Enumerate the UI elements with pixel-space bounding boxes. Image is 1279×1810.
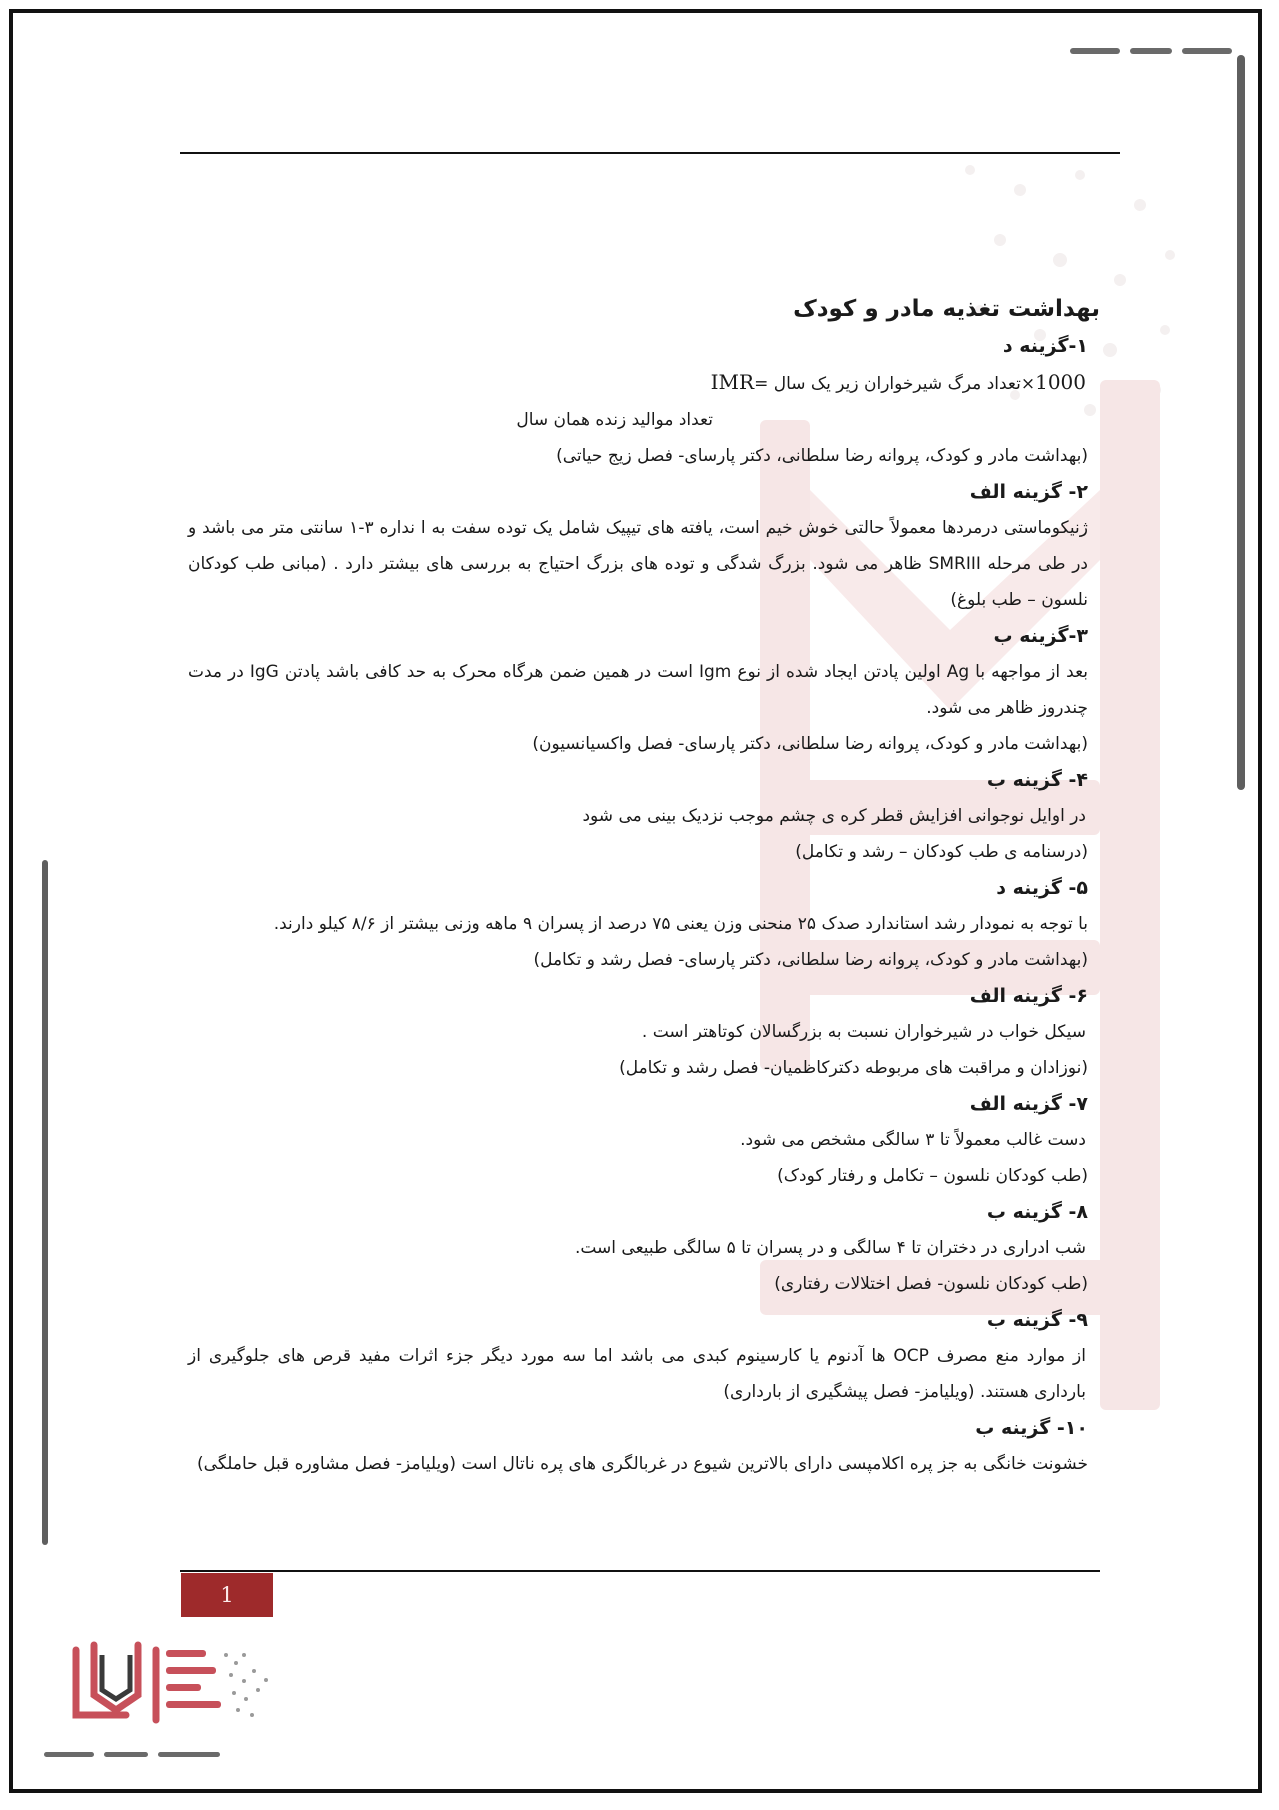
answer-text-3: بعد از مواجهه با Ag اولین پادتن ایجاد شده از نوع Igm است در همین ضمن هرگاه محرک به حد کافی باشد پادتن IgG در مدت چندروز ظاهر می شود. <box>188 662 1088 718</box>
answer-heading-4: ۴- گزینه ب <box>986 769 1088 791</box>
page-title: بهداشت تغذیه مادر و کودک <box>793 296 1100 322</box>
document-body <box>188 290 1100 1482</box>
answer-heading-8: ۸- گزینه ب <box>986 1201 1088 1223</box>
formula-denominator: تعداد موالید زنده همان سال <box>516 410 713 430</box>
answer-text-9: از موارد منع مصرف OCP ها آدنوم یا کارسینوم کبدی می باشد اما سه مورد دیگر جزء اثرات مفید قرص های جلوگیری از بارداری هستند. (ویلیامز- فصل پیشگیری از بارداری) <box>188 1346 1086 1402</box>
formula-numerator: 1000×تعداد مرگ شیرخواران زیر یک سال =IMR <box>710 370 1086 394</box>
answer-reference-5: (بهداشت مادر و کودک، پروانه رضا سلطانی، دکتر پارسای- فصل رشد و تکامل) <box>533 950 1088 970</box>
answer-heading-2: ۲- گزینه الف <box>969 481 1088 503</box>
answer-heading-9: ۹- گزینه ب <box>986 1309 1088 1331</box>
left-rail <box>42 860 48 1545</box>
top-dash-3 <box>1182 48 1232 54</box>
bottom-dash-3 <box>158 1752 220 1757</box>
bottom-dash-2 <box>104 1752 148 1757</box>
footer-rule <box>180 1570 1100 1572</box>
answer-heading-7: ۷- گزینه الف <box>969 1093 1088 1115</box>
answer-reference-3: (بهداشت مادر و کودک، پروانه رضا سلطانی، دکتر پارسای- فصل واکسیانسیون) <box>532 734 1088 754</box>
answer-text-6: سیکل خواب در شیرخواران نسبت به بزرگسالان کوتاهتر است . <box>641 1022 1086 1042</box>
top-dash-2 <box>1130 48 1172 54</box>
answer-text-4: در اوایل نوجوانی افزایش قطر کره ی چشم موجب نزدیک بینی می شود <box>582 806 1086 826</box>
bottom-dash-1 <box>44 1752 94 1757</box>
answer-heading-3: ۳-گزینه ب <box>993 625 1088 647</box>
page-number: 1 <box>181 1573 273 1617</box>
answer-text-7: دست غالب معمولاً تا ۳ سالگی مشخص می شود. <box>740 1130 1086 1150</box>
answer-heading-5: ۵- گزینه د <box>996 877 1088 899</box>
answer-heading-6: ۶- گزینه الف <box>969 985 1088 1007</box>
header-rule <box>180 152 1120 154</box>
answer-heading-10: ۱۰- گزینه ب <box>975 1417 1088 1439</box>
answer-text-8: شب ادراری در دختران تا ۴ سالگی و در پسران تا ۵ سالگی طبیعی است. <box>574 1238 1086 1258</box>
answer-reference-6: (نوزادان و مراقبت های مربوطه دکترکاظمیان- فصل رشد و تکامل) <box>619 1058 1088 1078</box>
answer-reference-1: (بهداشت مادر و کودک، پروانه رضا سلطانی، دکتر پارسای- فصل زیج حیاتی) <box>556 446 1088 466</box>
right-rail <box>1237 55 1245 790</box>
publisher-logo <box>66 1635 276 1735</box>
answer-heading-1: ۱-گزینه د <box>1002 335 1088 357</box>
answer-reference-8: (طب کودکان نلسون- فصل اختلالات رفتاری) <box>774 1274 1088 1294</box>
answer-text-5: با توجه به نمودار رشد استاندارد صدک ۲۵ منحنی وزن یعنی ۷۵ درصد از پسران ۹ ماهه وزنی بیشتر از ۸/۶ کیلو دارند. <box>273 914 1088 934</box>
answer-text-10: خشونت خانگی به جز پره اکلامپسی دارای بالاترین شیوع در غربالگری های پره ناتال است (ویلیامز- فصل مشاوره قبل حاملگی) <box>197 1454 1088 1474</box>
answer-text-2: ژنیکوماستی درمردها معمولاً حالتی خوش خیم است، یافته های تیپیک شامل یک توده سفت به ا نداره ۳-۱ سانتی متر می باشد و در طی مرحله SMRIII ظاهر می شود. بزرگ شدگی و توده های بزرگ احتیاج به بررسی های بیشتر دارد . (مبانی طب کودکان نلسون – طب بلوغ) <box>188 518 1088 610</box>
answer-reference-4: (درسنامه ی طب کودکان – رشد و تکامل) <box>795 842 1088 862</box>
top-dash-1 <box>1070 48 1120 54</box>
answer-reference-7: (طب کودکان نلسون – تکامل و رفتار کودک) <box>777 1166 1088 1186</box>
